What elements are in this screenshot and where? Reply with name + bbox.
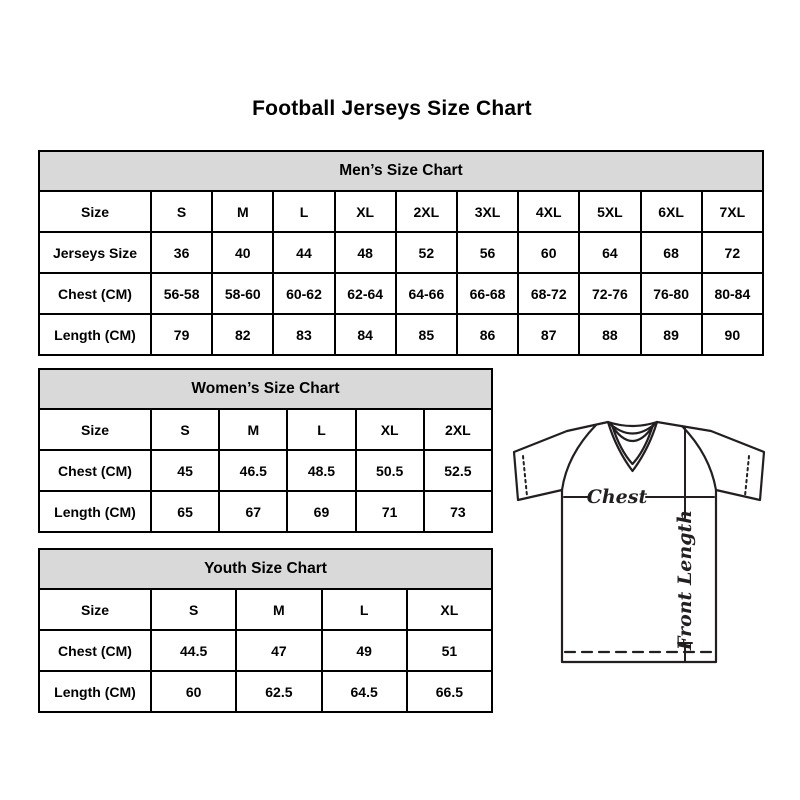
row-label: Length (CM) <box>39 314 151 355</box>
cell: 64.5 <box>322 671 407 712</box>
cell: 83 <box>273 314 334 355</box>
cell: 7XL <box>702 191 763 232</box>
cell: S <box>151 409 219 450</box>
cell: 60-62 <box>273 273 334 314</box>
cell: 71 <box>356 491 424 532</box>
cell: 66-68 <box>457 273 518 314</box>
cell: 56 <box>457 232 518 273</box>
cell: 2XL <box>396 191 457 232</box>
cell: 6XL <box>641 191 702 232</box>
mens-size-table <box>38 150 764 356</box>
table-row <box>39 409 492 450</box>
cell: 46.5 <box>219 450 287 491</box>
cell: S <box>151 191 212 232</box>
cell: 85 <box>396 314 457 355</box>
table-title-row <box>39 151 763 191</box>
cell: 40 <box>212 232 273 273</box>
cell: 4XL <box>518 191 579 232</box>
row-label: Chest (CM) <box>39 630 151 671</box>
cell: 66.5 <box>407 671 492 712</box>
cell: 52 <box>396 232 457 273</box>
front-length-label: Front Length <box>674 509 696 651</box>
cell: XL <box>407 589 492 630</box>
row-label: Length (CM) <box>39 491 151 532</box>
cell: 49 <box>322 630 407 671</box>
cell: L <box>322 589 407 630</box>
cell: 45 <box>151 450 219 491</box>
jersey-measurement-diagram <box>505 413 767 675</box>
cell: 88 <box>579 314 640 355</box>
womens-size-table <box>38 368 493 533</box>
cell: 79 <box>151 314 212 355</box>
table-title: Youth Size Chart <box>39 549 492 589</box>
row-label: Size <box>39 589 151 630</box>
table-title: Men’s Size Chart <box>39 151 763 191</box>
cell: 72 <box>702 232 763 273</box>
cell: 89 <box>641 314 702 355</box>
cell: 3XL <box>457 191 518 232</box>
jersey-outline-shape <box>514 422 764 662</box>
cell: 48 <box>335 232 396 273</box>
cell: 58-60 <box>212 273 273 314</box>
row-label: Chest (CM) <box>39 450 151 491</box>
cell: 68-72 <box>518 273 579 314</box>
table-title: Women’s Size Chart <box>39 369 492 409</box>
cell: 36 <box>151 232 212 273</box>
cell: M <box>212 191 273 232</box>
table-row <box>39 273 763 314</box>
cell: 44.5 <box>151 630 236 671</box>
cell: 76-80 <box>641 273 702 314</box>
cell: XL <box>335 191 396 232</box>
cell: 48.5 <box>287 450 355 491</box>
cell: 72-76 <box>579 273 640 314</box>
cell: XL <box>356 409 424 450</box>
cell: 84 <box>335 314 396 355</box>
cell: 65 <box>151 491 219 532</box>
cell: L <box>273 191 334 232</box>
cell: 80-84 <box>702 273 763 314</box>
cell: 62.5 <box>236 671 321 712</box>
cell: M <box>219 409 287 450</box>
cell: 82 <box>212 314 273 355</box>
cell: 90 <box>702 314 763 355</box>
cell: 44 <box>273 232 334 273</box>
cell: 64-66 <box>396 273 457 314</box>
table-row <box>39 589 492 630</box>
table-row <box>39 671 492 712</box>
cell: 62-64 <box>335 273 396 314</box>
cell: 73 <box>424 491 492 532</box>
cell: 64 <box>579 232 640 273</box>
table-title-row <box>39 549 492 589</box>
row-label: Chest (CM) <box>39 273 151 314</box>
row-label: Length (CM) <box>39 671 151 712</box>
jersey-diagram-svg <box>505 413 767 675</box>
cell: 47 <box>236 630 321 671</box>
cell: 86 <box>457 314 518 355</box>
cell: M <box>236 589 321 630</box>
table-row <box>39 630 492 671</box>
cell: 67 <box>219 491 287 532</box>
table-row <box>39 314 763 355</box>
row-label: Size <box>39 409 151 450</box>
cell: 51 <box>407 630 492 671</box>
cell: 87 <box>518 314 579 355</box>
row-label: Size <box>39 191 151 232</box>
cell: 50.5 <box>356 450 424 491</box>
table-row <box>39 232 763 273</box>
youth-size-table <box>38 548 493 713</box>
page-title: Football Jerseys Size Chart <box>252 97 532 120</box>
cell: S <box>151 589 236 630</box>
cell: 60 <box>518 232 579 273</box>
cell: 2XL <box>424 409 492 450</box>
chest-label: Chest <box>586 486 648 508</box>
cell: 60 <box>151 671 236 712</box>
table-row <box>39 491 492 532</box>
table-row <box>39 450 492 491</box>
row-label: Jerseys Size <box>39 232 151 273</box>
cell: 52.5 <box>424 450 492 491</box>
cell: 5XL <box>579 191 640 232</box>
table-row <box>39 191 763 232</box>
table-title-row <box>39 369 492 409</box>
cell: 56-58 <box>151 273 212 314</box>
cell: 68 <box>641 232 702 273</box>
cell: 69 <box>287 491 355 532</box>
cell: L <box>287 409 355 450</box>
